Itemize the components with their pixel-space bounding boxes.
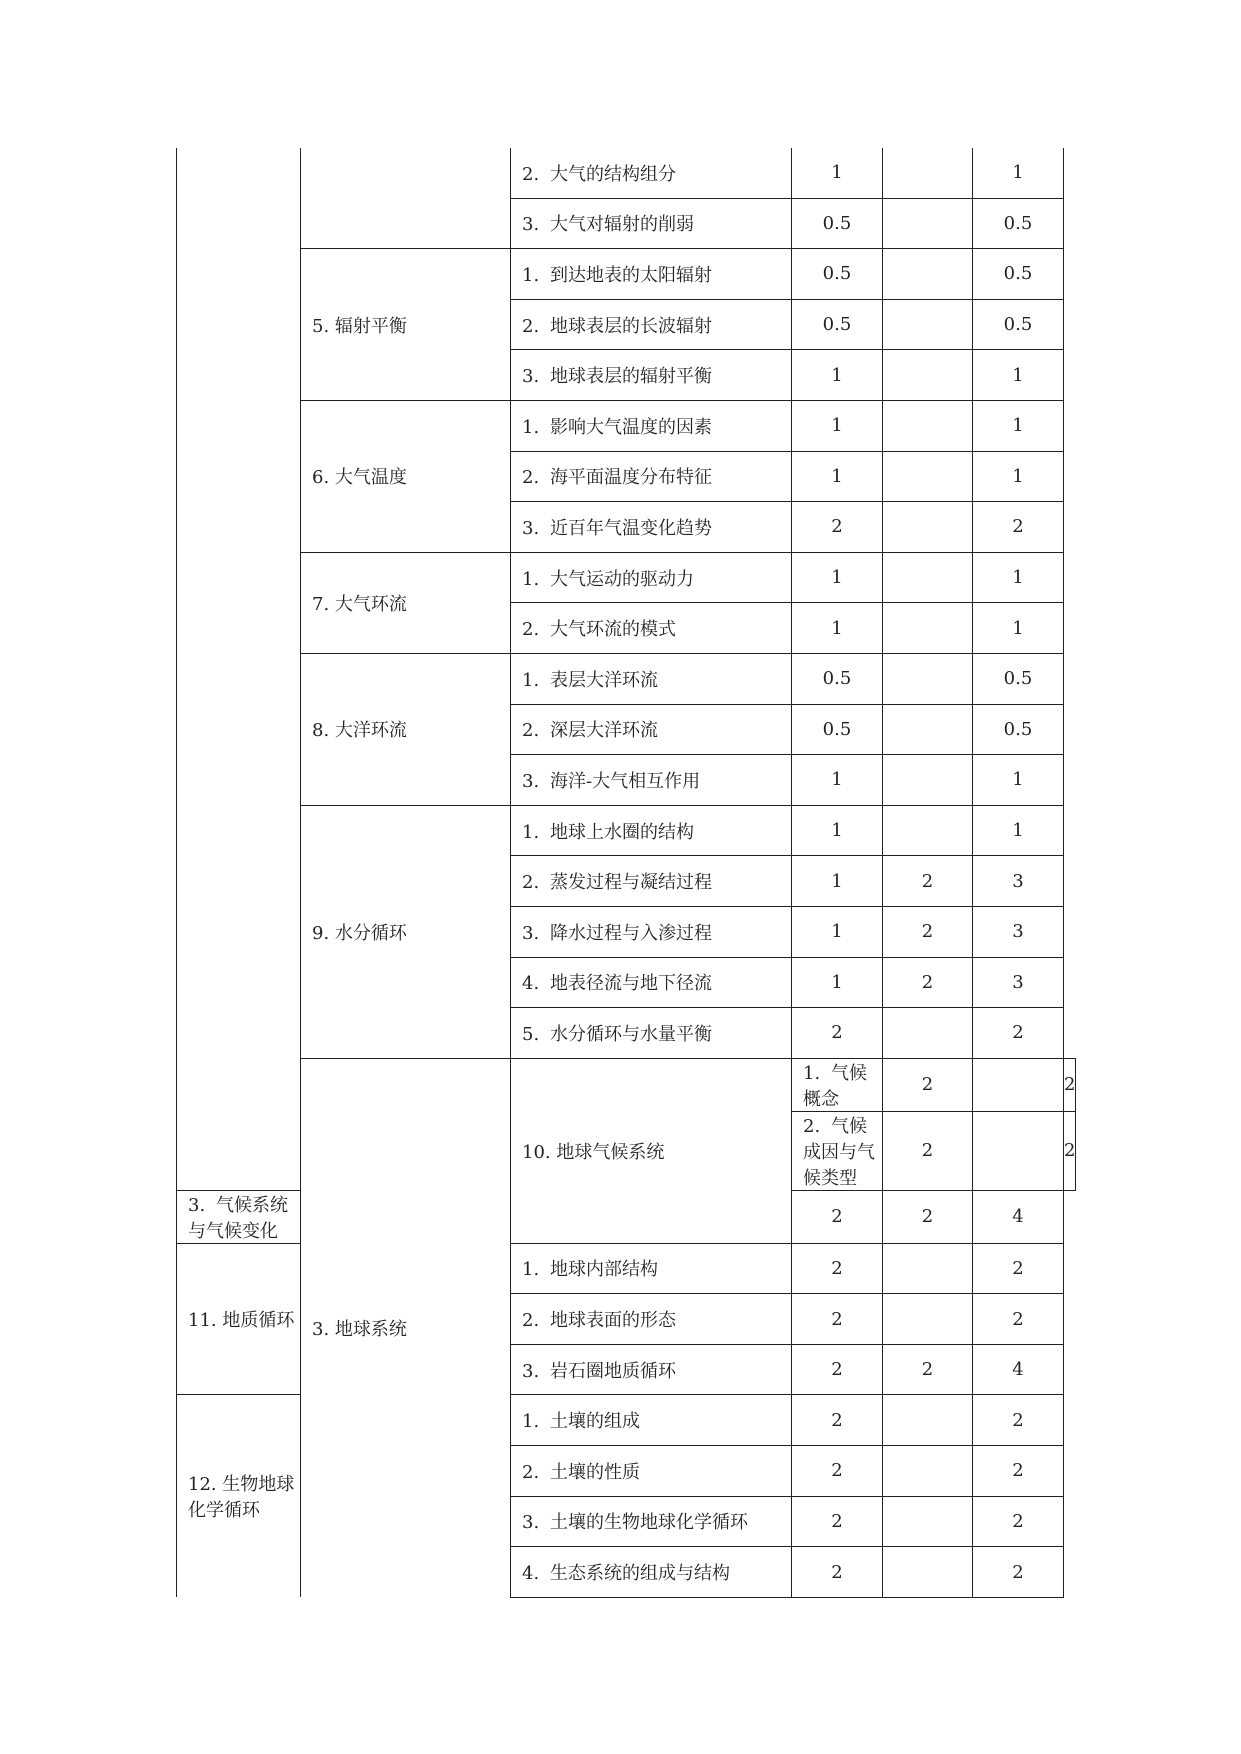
item-number: 2.	[803, 1115, 821, 1137]
section-cell: 11. 地质循环	[177, 1243, 301, 1395]
item-cell	[511, 1008, 792, 1059]
topic-cell	[177, 148, 301, 1190]
item-title: 海平面温度分布特征	[550, 467, 712, 489]
item-number: 5.	[522, 1023, 540, 1045]
item-number: 2.	[522, 872, 540, 894]
hours-b-cell	[883, 704, 973, 755]
hours-b-cell	[883, 1446, 973, 1497]
hours-b-cell	[883, 400, 973, 451]
item-title: 大气运动的驱动力	[550, 568, 694, 590]
hours-b-cell	[883, 1294, 973, 1345]
hours-b-cell	[883, 350, 973, 401]
section-cell: 8. 大洋环流	[301, 653, 511, 805]
hours-b-cell	[883, 805, 973, 856]
hours-total-cell: 1	[973, 755, 1064, 806]
item-cell	[511, 603, 792, 654]
item-title: 大气的结构组分	[550, 163, 676, 185]
item-cell	[511, 805, 792, 856]
table-row	[177, 400, 1076, 451]
hours-total-cell: 3	[973, 856, 1064, 907]
hours-b-cell	[883, 148, 973, 198]
item-cell	[511, 906, 792, 957]
hours-total-cell: 2	[973, 502, 1064, 553]
hours-total-cell: 2	[1064, 1058, 1076, 1111]
hours-a-cell: 1	[792, 856, 883, 907]
hours-a-cell: 1	[792, 906, 883, 957]
item-cell	[511, 755, 792, 806]
hours-a-cell: 2	[792, 1008, 883, 1059]
hours-total-cell: 2	[973, 1395, 1064, 1446]
hours-total-cell: 0.5	[973, 249, 1064, 300]
hours-b-cell	[883, 653, 973, 704]
hours-a-cell: 1	[792, 755, 883, 806]
hours-b-cell	[883, 198, 973, 249]
item-number: 3.	[522, 214, 540, 236]
hours-b-cell	[883, 502, 973, 553]
hours-b-cell: 2	[883, 856, 973, 907]
hours-total-cell: 0.5	[973, 198, 1064, 249]
item-number: 1.	[522, 264, 540, 286]
item-number: 1.	[522, 1411, 540, 1433]
item-cell	[511, 1395, 792, 1446]
item-cell	[511, 502, 792, 553]
item-cell	[511, 249, 792, 300]
item-title: 大气对辐射的削弱	[550, 214, 694, 236]
item-cell	[511, 1294, 792, 1345]
hours-b-cell: 2	[883, 1190, 973, 1243]
table-row	[177, 552, 1076, 603]
hours-a-cell: 2	[792, 1395, 883, 1446]
hours-total-cell: 1	[973, 552, 1064, 603]
item-title: 近百年气温变化趋势	[550, 517, 712, 539]
item-number: 1.	[522, 821, 540, 843]
hours-total-cell: 1	[973, 805, 1064, 856]
item-cell	[511, 552, 792, 603]
item-number: 1.	[522, 568, 540, 590]
hours-total-cell: 1	[973, 350, 1064, 401]
item-cell	[511, 856, 792, 907]
hours-b-cell	[883, 1008, 973, 1059]
hours-a-cell: 2	[792, 1344, 883, 1395]
hours-total-cell: 0.5	[973, 299, 1064, 350]
hours-total-cell: 1	[973, 451, 1064, 502]
hours-total-cell: 0.5	[973, 704, 1064, 755]
hours-total-cell: 2	[973, 1496, 1064, 1547]
item-title: 气候概念	[803, 1062, 867, 1110]
item-title: 大气环流的模式	[550, 619, 676, 641]
hours-b-cell	[883, 1496, 973, 1547]
hours-total-cell: 2	[973, 1243, 1064, 1294]
hours-total-cell: 4	[973, 1190, 1064, 1243]
item-title: 岩石圈地质循环	[550, 1360, 676, 1382]
table-row	[177, 148, 1076, 198]
item-cell	[177, 1190, 301, 1243]
item-title: 土壤的性质	[550, 1461, 640, 1483]
item-cell	[511, 350, 792, 401]
hours-total-cell: 2	[973, 1446, 1064, 1497]
hours-a-cell: 2	[883, 1058, 973, 1111]
hours-b-cell	[973, 1111, 1064, 1190]
hours-a-cell: 0.5	[792, 198, 883, 249]
hours-a-cell: 0.5	[792, 299, 883, 350]
item-cell	[511, 1547, 792, 1598]
hours-total-cell: 0.5	[973, 653, 1064, 704]
item-title: 到达地表的太阳辐射	[550, 264, 712, 286]
hours-a-cell: 2	[792, 1547, 883, 1598]
hours-a-cell: 2	[792, 1190, 883, 1243]
hours-a-cell: 1	[792, 148, 883, 198]
item-number: 3.	[522, 366, 540, 388]
syllabus-table	[176, 148, 1076, 1598]
item-number: 2.	[522, 720, 540, 742]
hours-total-cell: 2	[1064, 1111, 1076, 1190]
hours-a-cell: 1	[792, 552, 883, 603]
item-cell	[792, 1058, 883, 1111]
hours-total-cell: 2	[973, 1008, 1064, 1059]
table-row	[177, 1058, 1076, 1111]
hours-a-cell: 1	[792, 805, 883, 856]
hours-a-cell: 1	[792, 400, 883, 451]
hours-total-cell: 1	[973, 148, 1064, 198]
item-number: 1.	[522, 1259, 540, 1281]
item-title: 深层大洋环流	[550, 720, 658, 742]
item-title: 地球内部结构	[550, 1259, 658, 1281]
table-row	[177, 653, 1076, 704]
hours-a-cell: 1	[792, 451, 883, 502]
hours-total-cell: 4	[973, 1344, 1064, 1395]
item-title: 水分循环与水量平衡	[550, 1023, 712, 1045]
section-cell: 7. 大气环流	[301, 552, 511, 653]
item-title: 表层大洋环流	[550, 669, 658, 691]
item-number: 3.	[522, 1360, 540, 1382]
hours-a-cell: 2	[792, 1496, 883, 1547]
item-number: 2.	[522, 1461, 540, 1483]
item-title: 地表径流与地下径流	[550, 973, 712, 995]
item-title: 海洋-大气相互作用	[550, 770, 701, 792]
section-cell	[301, 148, 511, 249]
hours-b-cell	[883, 1547, 973, 1598]
hours-a-cell: 2	[883, 1111, 973, 1190]
item-number: 2.	[522, 467, 540, 489]
hours-a-cell: 2	[792, 1446, 883, 1497]
item-title: 影响大气温度的因素	[550, 416, 712, 438]
section-cell: 5. 辐射平衡	[301, 249, 511, 401]
item-number: 2.	[522, 315, 540, 337]
hours-b-cell	[883, 1243, 973, 1294]
hours-b-cell	[883, 552, 973, 603]
hours-a-cell: 0.5	[792, 249, 883, 300]
item-cell	[511, 1243, 792, 1294]
hours-a-cell: 1	[792, 957, 883, 1008]
item-number: 2.	[522, 1310, 540, 1332]
item-number: 3.	[522, 1512, 540, 1534]
hours-b-cell	[883, 299, 973, 350]
hours-b-cell: 2	[883, 906, 973, 957]
hours-a-cell: 0.5	[792, 653, 883, 704]
hours-b-cell: 2	[883, 957, 973, 1008]
item-cell	[511, 198, 792, 249]
item-title: 生态系统的组成与结构	[550, 1563, 730, 1585]
hours-total-cell: 1	[973, 603, 1064, 654]
item-title: 地球表面的形态	[550, 1310, 676, 1332]
table-row	[177, 805, 1076, 856]
item-number: 4.	[522, 973, 540, 995]
item-number: 1.	[522, 416, 540, 438]
item-title: 降水过程与入渗过程	[550, 922, 712, 944]
item-number: 2.	[522, 163, 540, 185]
hours-a-cell: 2	[792, 1243, 883, 1294]
item-number: 2.	[522, 619, 540, 641]
item-title: 地球表层的长波辐射	[550, 315, 712, 337]
hours-b-cell	[883, 451, 973, 502]
item-cell	[511, 957, 792, 1008]
item-cell	[511, 148, 792, 198]
hours-b-cell	[883, 249, 973, 300]
hours-total-cell: 3	[973, 957, 1064, 1008]
hours-total-cell: 2	[973, 1294, 1064, 1345]
item-cell	[511, 400, 792, 451]
item-cell	[511, 451, 792, 502]
item-title: 土壤的生物地球化学循环	[550, 1512, 748, 1534]
hours-b-cell: 2	[883, 1344, 973, 1395]
hours-b-cell	[973, 1058, 1064, 1111]
hours-a-cell: 0.5	[792, 704, 883, 755]
item-cell	[511, 1344, 792, 1395]
section-cell: 10. 地球气候系统	[511, 1058, 792, 1243]
item-cell	[511, 1496, 792, 1547]
item-cell	[511, 299, 792, 350]
item-title: 土壤的组成	[550, 1411, 640, 1433]
hours-a-cell: 1	[792, 350, 883, 401]
item-cell	[792, 1111, 883, 1190]
item-cell	[511, 653, 792, 704]
item-title: 气候成因与气候类型	[803, 1115, 875, 1189]
section-cell: 9. 水分循环	[301, 805, 511, 1058]
item-cell	[511, 1446, 792, 1497]
topic-cell: 3. 地球系统	[301, 1058, 511, 1597]
item-number: 1.	[803, 1062, 821, 1084]
item-title: 地球上水圈的结构	[550, 821, 694, 843]
hours-a-cell: 2	[792, 1294, 883, 1345]
item-cell	[511, 704, 792, 755]
section-cell: 6. 大气温度	[301, 400, 511, 552]
hours-a-cell: 2	[792, 502, 883, 553]
hours-b-cell	[883, 1395, 973, 1446]
table-body	[177, 148, 1076, 1597]
hours-total-cell: 2	[973, 1547, 1064, 1598]
item-title: 气候系统与气候变化	[188, 1194, 288, 1242]
section-cell: 12. 生物地球化学循环	[177, 1395, 301, 1597]
hours-total-cell: 1	[973, 400, 1064, 451]
item-number: 3.	[522, 770, 540, 792]
item-number: 3.	[188, 1194, 206, 1216]
hours-b-cell	[883, 603, 973, 654]
hours-total-cell: 3	[973, 906, 1064, 957]
item-number: 3.	[522, 517, 540, 539]
item-number: 3.	[522, 922, 540, 944]
item-title: 蒸发过程与凝结过程	[550, 872, 712, 894]
item-title: 地球表层的辐射平衡	[550, 366, 712, 388]
table-row	[177, 249, 1076, 300]
item-number: 4.	[522, 1563, 540, 1585]
item-number: 1.	[522, 669, 540, 691]
hours-b-cell	[883, 755, 973, 806]
hours-a-cell: 1	[792, 603, 883, 654]
